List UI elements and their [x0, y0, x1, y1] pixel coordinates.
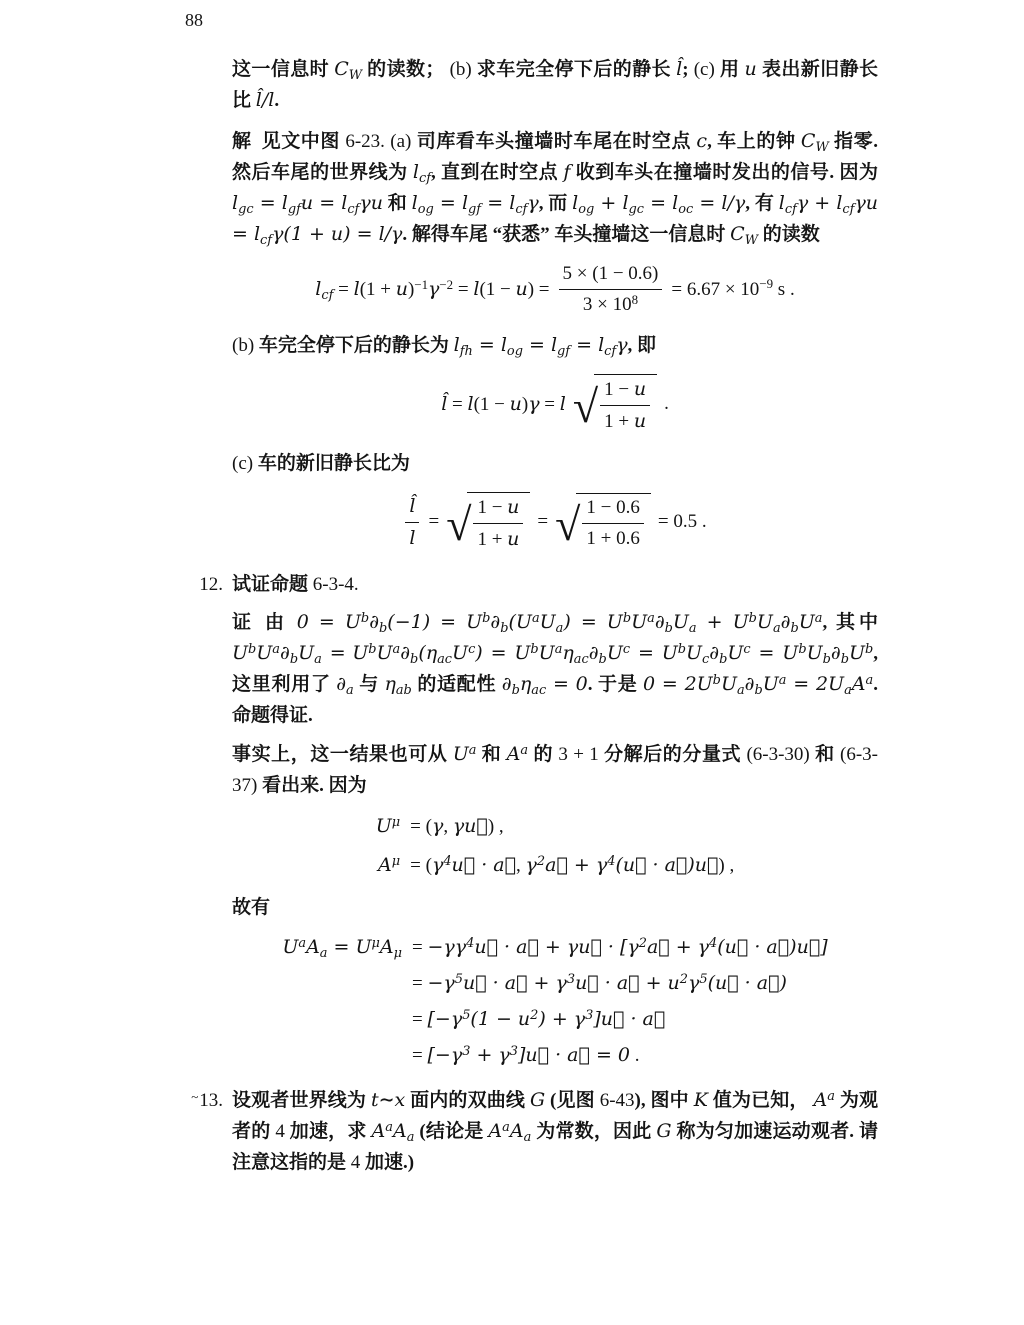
fraction-denominator: 1 + 0.6: [582, 523, 643, 551]
conclusion-lead: 故有: [232, 897, 271, 918]
square-root: √ $\frac{1 - u}{1 + u}$: [446, 492, 530, 552]
intro-paragraph: 这一信息时 $C_W$ 的读数； (b) 求车完全停下后的静长 l̂; (c) 用 u 表出新旧静长比 l̂/l.: [232, 58, 878, 111]
tilde-marker: ~: [191, 1089, 199, 1104]
fact-paragraph: 事实上，这一结果也可从 $U^a$ 和 $A^a$ 的 3 + 1 分解后的分量式 (6-3-30) 和 (6-3-37) 看出来. 因为: [232, 742, 878, 796]
solution-label: 解: [232, 131, 252, 152]
problem-13-body: [232, 1085, 878, 1178]
square-root: √ $\frac{1 - 0.6}{1 + 0.6}$: [555, 493, 651, 551]
part-b-paragraph: (b) 车完全停下后的静长为 $l_{fh} = l_{og} = l_{gf} = l_{cf}\gamma$, 即: [232, 334, 657, 359]
equation-lhs: $U^\mu$: [375, 814, 401, 837]
problem-12-number: 12.: [199, 574, 223, 595]
fraction-numerator: 5 × (1 − 0.6): [562, 263, 659, 284]
equation-lcf-lhs: $l_{cf} = l(1 + u)^{-1}\gamma^{-2} = l(1 - u)$ =: [315, 276, 550, 303]
equation-lcf-row: [315, 262, 794, 317]
problem-13-text: 设观者世界线为 t∼x 面内的双曲线 G (见图 6-43), 图中 K 值为已知， $A^a$ 为观者的 4 加速，求 $A^aA_a$ (结论是 $A^aA_a$ 为常数，因此 G 称为匀加速运动观者. 请注意这指的是 4 加速.): [232, 1088, 878, 1173]
equation-rhs: = (γ, γu⃗) ,: [410, 815, 504, 837]
equals-sign: =: [537, 511, 549, 532]
equation-rhs: = $-\gamma^5u⃗$ · a⃗ + $\gamma^3u⃗$ · a⃗ + $u^2\gamma^5(u⃗$ · a⃗): [412, 971, 787, 994]
equation-lhs: $U^aA_a = U^\mu A_\mu$: [282, 935, 403, 961]
fraction-numerator: 1 − 0.6: [586, 497, 640, 518]
equation-lhat-row: [441, 374, 669, 434]
equation-lcf-rhs: = $6.67 \times 10^{-9}$ s .: [671, 276, 795, 300]
solution-paragraph: [232, 126, 878, 250]
problem-12-title: 试证命题 6-3-4.: [232, 574, 359, 595]
fraction-numerator: 1 − u: [604, 378, 647, 400]
page-content: [191, 54, 879, 1178]
equation-rhs: = [$-\gamma^3$ + $\gamma^3]u⃗$ · a⃗ = 0 .: [412, 1043, 640, 1066]
fraction: [559, 262, 663, 317]
equals-sign: =: [428, 511, 440, 532]
problem-13-number-text: 13.: [199, 1090, 223, 1111]
proof-paragraph: [232, 607, 878, 731]
fraction-denominator: 1 + u: [600, 405, 650, 434]
equation-lhat: [232, 374, 878, 434]
equation-ratio-result: = 0.5 .: [657, 511, 707, 532]
equation-lhs: $A^\mu$: [378, 853, 401, 876]
aligned-equations: [282, 935, 827, 1068]
equation-lhat-pre: l̂ = l(1 − u)γ = l: [441, 392, 566, 415]
part-c-paragraph: (c) 车的新旧静长比为: [232, 453, 410, 474]
fraction: [582, 496, 643, 551]
fraction-numerator: 1 − u: [477, 496, 520, 518]
problem-13-number: [188, 1085, 232, 1178]
equation-components: [232, 814, 878, 878]
equation-rhs: = ($\gamma^4u⃗$ · a⃗, $\gamma^2a⃗$ + $\gamma^4(u⃗$ · a⃗)u⃗) ,: [410, 853, 735, 876]
equation-lcf: [232, 262, 878, 317]
equation-ratio-row: [403, 492, 706, 552]
proof-label: 证: [232, 612, 256, 633]
proof-text: 由 $0 = U^b\partial_b(-1) = U^b\partial_b(U^aU_a) = U^bU^a\partial_bU_a + U^bU_a\partial_bU^a$, 其中 $U^bU^a\partial_bU_a = U^bU^a\partial_b(\eta_{ac}U^c) = U^bU^a\eta_{ac}\partial_bU^c = U^bU_c\partial_bU^c = U^bU_b\partial_bU^b$, 这里利用了 $\partial_a$ 与 $\eta_{ab}$ 的适配性 $\partial_b\eta_{ac} = 0$. 于是 $0 = 2U^bU_a\partial_bU^a = 2U_aA^a$. 命题得证.: [232, 610, 878, 726]
problem-13: [191, 1085, 878, 1178]
problem-12-body: [232, 569, 878, 1068]
equation-ratio: [232, 492, 878, 552]
aligned-equations: [376, 814, 734, 878]
equation-uaaa: [232, 935, 878, 1068]
page-number: 88: [185, 10, 203, 30]
fraction: [405, 494, 419, 551]
fraction: [600, 377, 650, 434]
equation-lhat-post: .: [664, 393, 669, 414]
square-root: √ $\frac{1 - u}{1 + u}$: [573, 374, 657, 434]
problem-12: [199, 569, 878, 1068]
equation-rhs: = $-\gamma\gamma^4u⃗$ · a⃗ + γu⃗ · [$\gamma^2a⃗$ + $\gamma^4(u⃗$ · a⃗)u⃗]: [412, 935, 828, 958]
fraction-denominator: l: [405, 522, 419, 551]
fraction-numerator: l̂: [409, 494, 416, 517]
equation-rhs: = [$-\gamma^5(1 - u^2)$ + $\gamma^3]u⃗$ · a⃗: [412, 1007, 666, 1030]
solution-text: 见文中图 6-23. (a) 司库看车头撞墙时车尾在时空点 c, 车上的钟 $C_W$ 指零. 然后车尾的世界线为 $l_{cf}$, 直到在时空点 f 收到车头在撞墙时发出的信号. 因为 $l_{gc} = l_{gf}u = l_{cf}\gamma u$ 和 $l_{og} = l_{gf} = l_{cf}\gamma$, 而 $l_{og} + l_{gc} = l_{oc} = l/\gamma$, 有 $l_{cf}\gamma + l_{cf}\gamma u = l_{cf}\gamma(1 + u) = l/\gamma$. 解得车尾 “获悉” 车头撞墙这一信息时 $C_W$ 的读数: [232, 130, 879, 248]
fraction: [473, 495, 523, 552]
fraction-denominator: $3 \times 10^8$: [559, 289, 663, 317]
fraction-denominator: 1 + u: [473, 523, 523, 552]
